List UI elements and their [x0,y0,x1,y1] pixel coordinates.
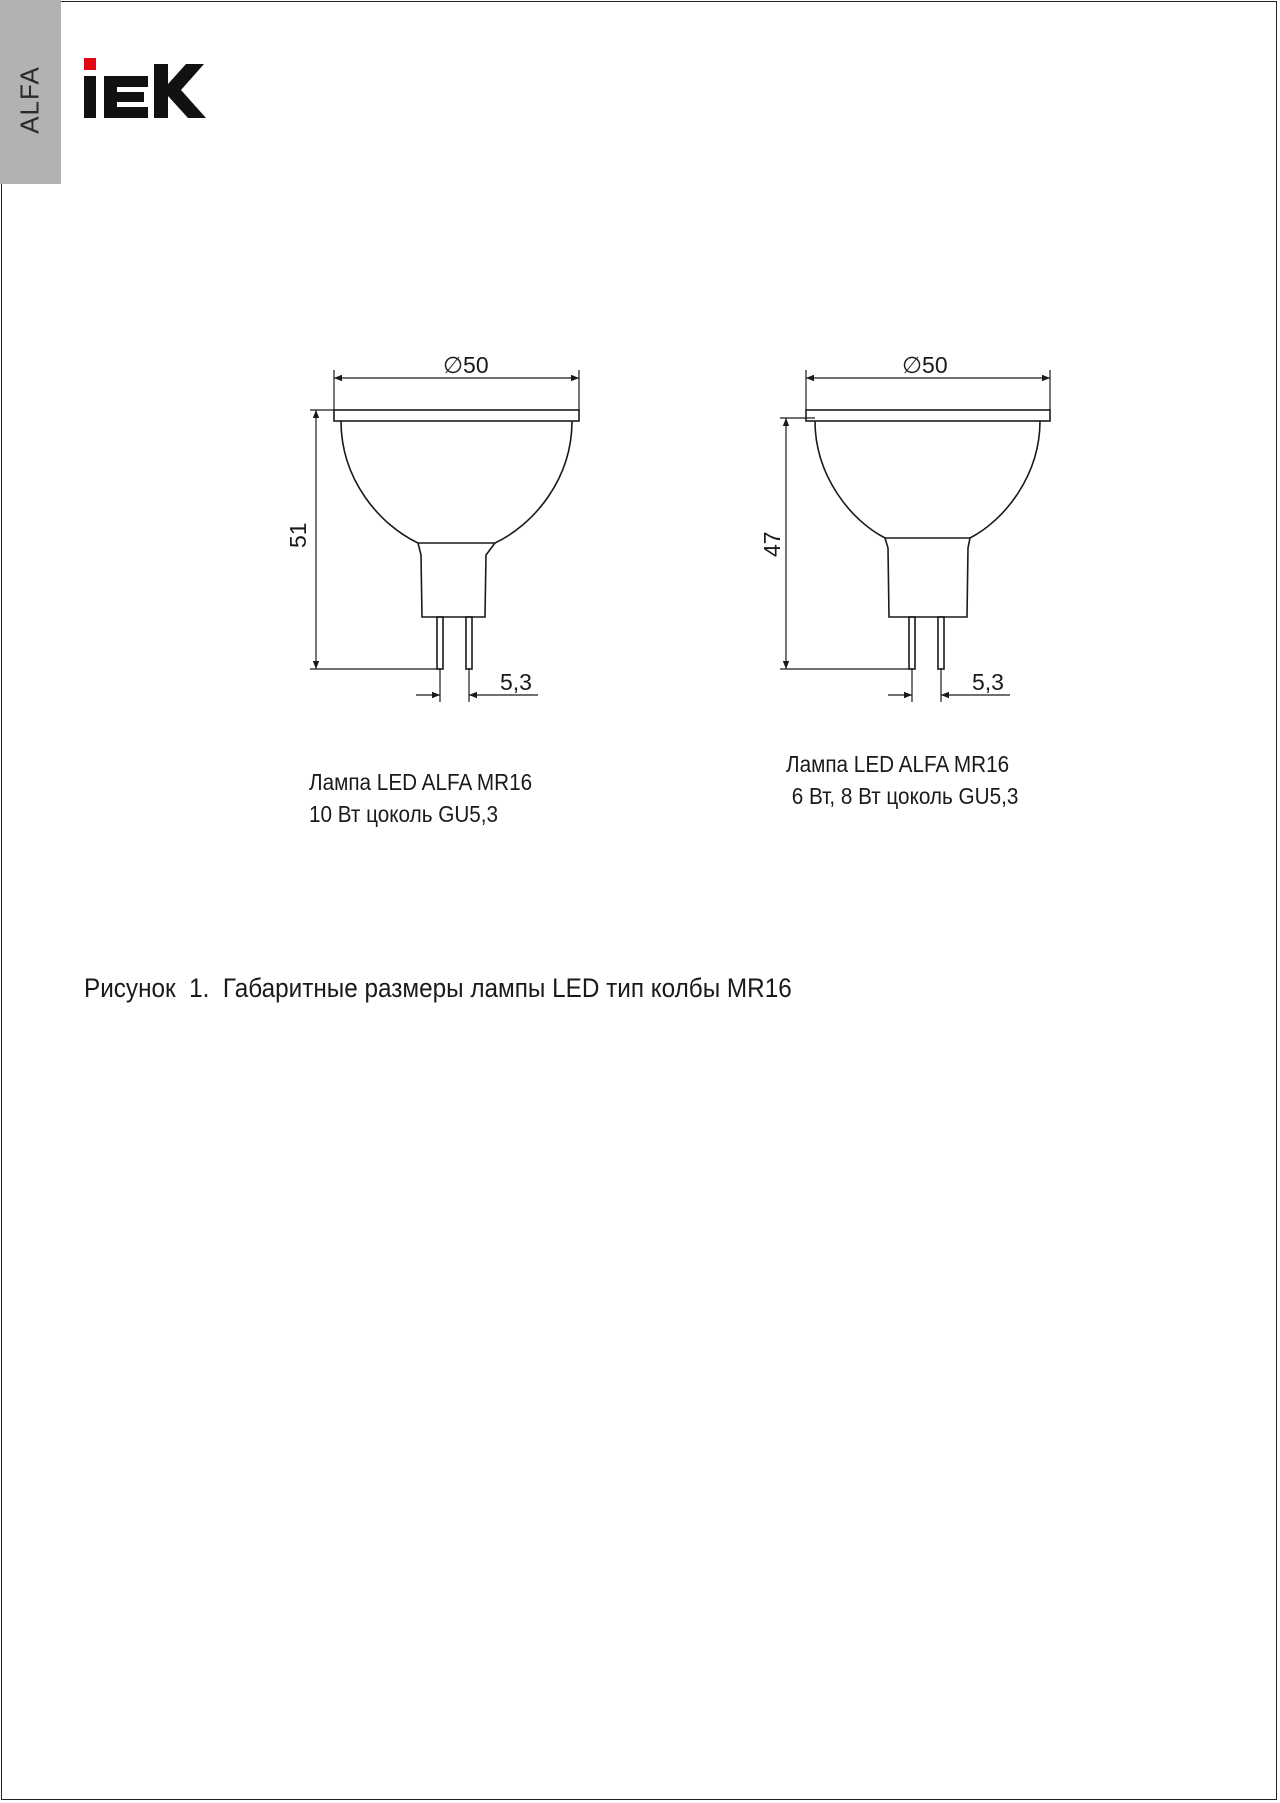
lamp-2-neck [885,538,970,617]
lamp-drawing-1 [310,370,579,702]
lamp-1-caption-line-2: 10 Вт цоколь GU5,3 [309,801,499,827]
lamp-2-caption [786,748,1018,812]
lamp-1-pin-right [466,617,472,669]
lamp-2-height-label: 47 [759,531,785,557]
lamp-1-neck [418,543,495,617]
lamp-2-pin-left [909,617,915,669]
lamp-1-caption [309,766,532,830]
lamp-1-diameter-label: ∅50 [443,352,489,378]
lamp-1-pitch-label: 5,3 [500,669,532,695]
lamp-drawing-2 [780,370,1050,702]
lamp-2-diameter-label: ∅50 [902,352,948,378]
lamp-2-rim [806,410,1050,421]
lamp-1-caption-line-1: Лампа LED ALFA MR16 [309,769,533,795]
lamp-1-reflector [341,421,572,543]
lamp-1-height-label: 51 [285,522,311,548]
lamp-2-pitch-label: 5,3 [972,669,1004,695]
lamp-1-pin-left [437,617,443,669]
lamp-2-caption-line-1: Лампа LED ALFA MR16 [786,751,1010,777]
lamp-2-caption-line-2: 6 Вт, 8 Вт цоколь GU5,3 [786,783,1019,809]
side-tab-label: ALFA [14,66,45,134]
lamp-2-pin-right [938,617,944,669]
figure-caption: Рисунок 1. Габаритные размеры лампы LED тип колбы MR16 [84,973,792,1003]
lamp-1-rim [334,410,579,421]
lamp-2-reflector [815,421,1040,538]
